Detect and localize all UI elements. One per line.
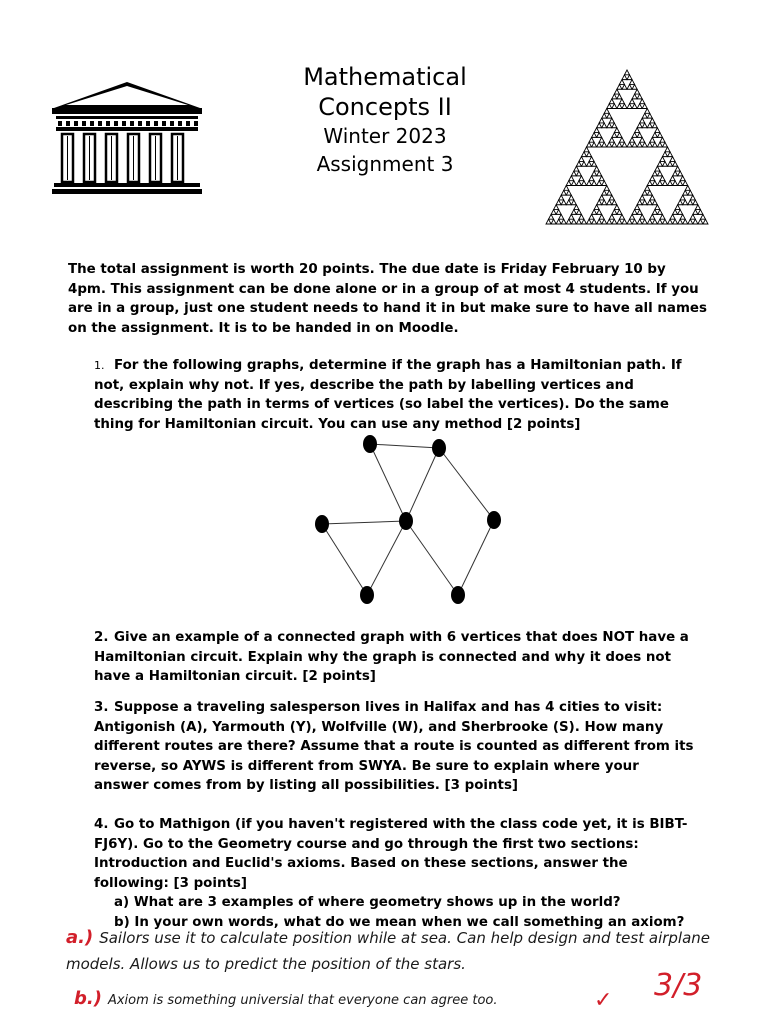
- temple-image: [52, 80, 202, 202]
- question-4-number: 4.: [94, 817, 109, 832]
- term-label: Winter 2023: [323, 124, 447, 148]
- graph-vertex: [451, 586, 465, 604]
- graph-vertex: [363, 435, 377, 453]
- question-1-text: For the following graphs, determine if the graph has a Hamiltonian path. If not, explain why not. If yes, describe the path by labelling vertices and describing the path in terms of vertices (so label the vertices). Do the same thing for Hamiltonian circuit. You can use any method [2 points]: [94, 358, 682, 432]
- graph-vertex: [315, 515, 329, 533]
- question-2: [94, 628, 694, 687]
- answer-a-text: Sailors use it to calculate position while at sea. Can help design and test airplane models. Allows us to predict the position of the stars.: [66, 929, 711, 973]
- question-2-number: 2.: [94, 630, 109, 645]
- question-4: [94, 815, 704, 932]
- question-4-text: Go to Mathigon (if you haven't registered with the class code yet, it is BIBT-FJ6Y). Go to the Geometry course and go through the first two sections: Introduction and Euclid's axioms. Based on these sections, answer the following: [3 points]: [94, 817, 688, 891]
- grade-score: 3/3: [654, 968, 703, 1003]
- question-4-part-a: a) What are 3 examples of where geometry shows up in the world?: [114, 895, 621, 910]
- course-title-line1: Mathematical: [303, 63, 467, 91]
- graph-vertex: [360, 586, 374, 604]
- question-3-number: 3.: [94, 700, 109, 715]
- question-1-number: 1.: [94, 359, 105, 372]
- question-3: [94, 698, 694, 796]
- hamiltonian-graph: [300, 430, 520, 614]
- question-1: [94, 356, 694, 434]
- intro-paragraph: The total assignment is worth 20 points. The due date is Friday February 10 by 4pm. This assignment can be done alone or in a group of at most 4 students. If you are in a group, just one student needs to hand it in but make sure to have all names on the assignment. It is to be handed in on Moodle.: [68, 262, 707, 336]
- graph-vertex: [487, 511, 501, 529]
- check-mark-icon: ✓: [594, 988, 613, 1013]
- question-2-text: Give an example of a connected graph with 6 vertices that does NOT have a Hamiltonian circuit. Explain why the graph is connected and why it does not have a Hamiltonian circuit. [2 points]: [94, 630, 689, 684]
- question-4-part-b: b) In your own words, what do we mean when we call something an axiom?: [114, 914, 685, 930]
- graph-vertex: [432, 439, 446, 457]
- answer-b-label: b.): [74, 988, 102, 1009]
- assignment-label: Assignment 3: [316, 152, 454, 176]
- answer-a-label: a.): [66, 927, 94, 948]
- sierpinski-triangle-image: [544, 68, 710, 232]
- handwritten-answer-a: [66, 925, 726, 977]
- answer-b-text: Axiom is something universial that everyone can agree too.: [107, 993, 498, 1008]
- graph-vertex: [399, 512, 413, 530]
- handwritten-answer-b: [74, 988, 498, 1009]
- title-block: [250, 62, 520, 178]
- question-3-text: Suppose a traveling salesperson lives in Halifax and has 4 cities to visit: Antigonish (A), Yarmouth (Y), Wolfville (W), and Sherbrooke (S). How many different routes are there? Assume that a route is counted as different from its reverse, so AYWS is different from SWYA. Be sure to explain where your answer comes from by listing all possibilities. [3 points]: [94, 700, 694, 793]
- course-title-line2: Concepts II: [318, 93, 452, 121]
